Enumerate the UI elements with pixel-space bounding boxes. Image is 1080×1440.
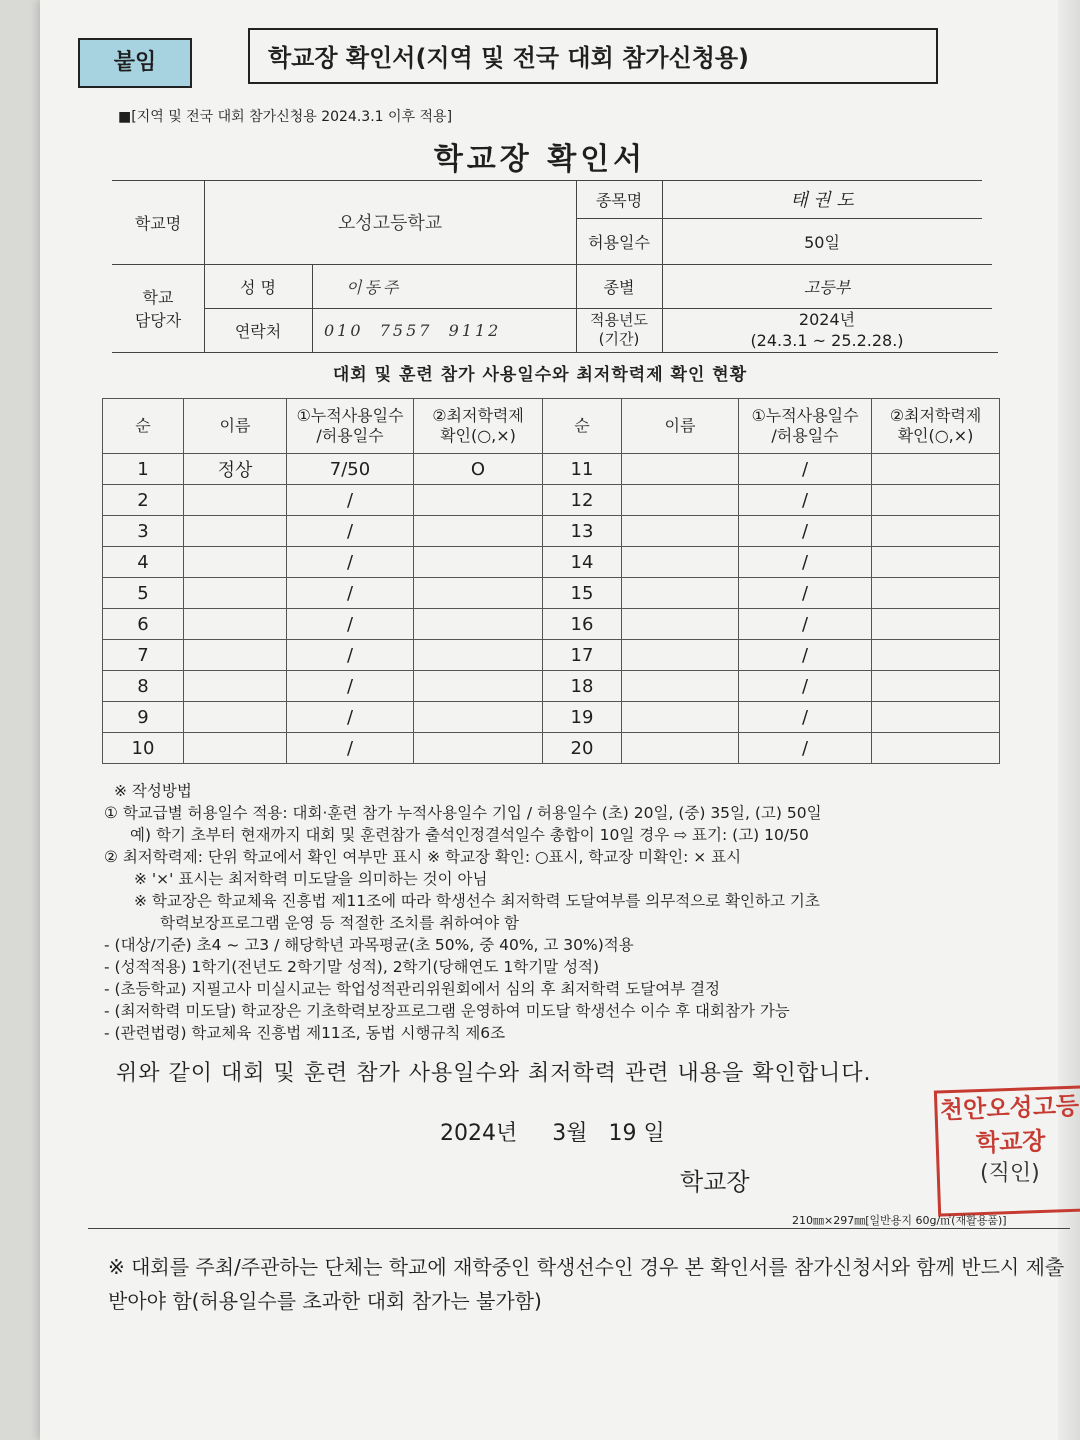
note-d3: - (초등학교) 지필고사 미실시교는 학업성적관리위원회에서 심의 후 최저학력 도달여부 결정 [104, 980, 721, 998]
row-no: 4 [103, 547, 184, 578]
row-min [414, 578, 543, 609]
col-no-right: 순 [543, 399, 622, 454]
col-min-left: ②최저학력제 확인(○,×) [414, 399, 543, 454]
col-days-left: ①누적사용일수 /허용일수 [287, 399, 414, 454]
row-no: 10 [103, 733, 184, 764]
name-label: 성 명 [240, 277, 276, 297]
allowed-label: 허용일수 [588, 232, 650, 252]
seal-label: (직인) [980, 1161, 1040, 1186]
division-label: 종별 [603, 277, 635, 297]
row-no: 20 [543, 733, 622, 764]
row-min [414, 485, 543, 516]
row-days: / [287, 578, 414, 609]
col-name-right: 이름 [622, 399, 739, 454]
info-table [112, 180, 992, 360]
contact-label: 연락처 [234, 321, 282, 341]
row-no: 19 [543, 702, 622, 733]
row-days: / [739, 454, 872, 485]
row-name [622, 640, 739, 671]
table-row [103, 640, 1000, 671]
row-min [414, 547, 543, 578]
subheader: ■[지역 및 전국 대회 참가신청용 2024.3.1 이후 적용] [118, 109, 453, 125]
row-days: / [287, 609, 414, 640]
year-value: 2024년 [798, 310, 856, 329]
row-days: / [287, 640, 414, 671]
col-days-right: ①누적사용일수 /허용일수 [739, 399, 872, 454]
date-day: 19 일 [608, 1121, 665, 1146]
row-name [184, 609, 287, 640]
table-row [103, 671, 1000, 702]
note-1: ① 학교급별 허용일수 적용: 대회·훈련 참가 누적사용일수 기입 / 허용일수 (초) 20일, (중) 35일, (고) 50일 [104, 804, 822, 822]
row-min [872, 485, 1000, 516]
contact-value: 010 7557 9112 [324, 320, 502, 340]
row-no: 9 [103, 702, 184, 733]
table-row [103, 733, 1000, 764]
row-min [872, 547, 1000, 578]
row-no: 3 [103, 516, 184, 547]
row-min: O [414, 454, 543, 485]
row-name [184, 578, 287, 609]
row-no: 18 [543, 671, 622, 702]
table-row [103, 454, 1000, 485]
row-min [872, 609, 1000, 640]
row-name [622, 547, 739, 578]
row-days: / [739, 485, 872, 516]
row-days: / [739, 671, 872, 702]
row-name [622, 454, 739, 485]
row-days: / [739, 516, 872, 547]
document-header [78, 28, 940, 88]
row-name [184, 516, 287, 547]
row-days: / [287, 702, 414, 733]
row-days: / [287, 733, 414, 764]
manager-label: 학교 담당자 [134, 288, 182, 330]
row-name [184, 702, 287, 733]
row-min [872, 454, 1000, 485]
row-min [872, 733, 1000, 764]
note-1-example: 예) 학기 초부터 현재까지 대회 및 훈련참가 출석인정결석일수 총합이 10일 경우 ⇨ 표기: (고) 10/50 [130, 826, 809, 844]
col-min-right: ②최저학력제 확인(○,×) [872, 399, 1000, 454]
note-d1: - (대상/기준) 초4 ~ 고3 / 해당학년 과목평균(초 50%, 중 40%, 고 30%)적용 [104, 936, 634, 954]
note-2b: ※ 학교장은 학교체육 진흥법 제11조에 따라 학생선수 최저학력 도달여부를 의무적으로 확인하고 기초 [134, 892, 820, 910]
notes-heading: ※ 작성방법 [114, 782, 192, 800]
note-2a: ※ '×' 표시는 최저학력 미도달을 의미하는 것이 아님 [134, 870, 488, 888]
note-2c: 학력보장프로그램 운영 등 적절한 조치를 취하여야 함 [160, 914, 519, 932]
school-label: 학교명 [134, 213, 182, 233]
row-min [414, 516, 543, 547]
row-days: / [287, 485, 414, 516]
row-days: 7/50 [287, 454, 414, 485]
row-min [414, 702, 543, 733]
row-no: 12 [543, 485, 622, 516]
row-min [872, 671, 1000, 702]
confirm-statement: 위와 같이 대회 및 훈련 참가 사용일수와 최저학력 관련 내용을 확인합니다. [116, 1061, 872, 1086]
col-no-left: 순 [103, 399, 184, 454]
table-row [103, 547, 1000, 578]
row-days: / [287, 547, 414, 578]
name-value: 이동주 [346, 277, 402, 297]
paper-edge [1058, 0, 1080, 1440]
row-name [622, 485, 739, 516]
note-d5: - (관련법령) 학교체육 진흥법 제11조, 동법 시행규칙 제6조 [104, 1024, 506, 1042]
row-days: / [287, 671, 414, 702]
divider [88, 1228, 1070, 1229]
row-min [872, 516, 1000, 547]
row-no: 7 [103, 640, 184, 671]
table-row [103, 609, 1000, 640]
note-d2: - (성적적용) 1학기(전년도 2학기말 성적), 2학기(당해연도 1학기말 성적) [104, 958, 600, 976]
row-name [184, 671, 287, 702]
row-min [414, 640, 543, 671]
principal-label: 학교장 [680, 1168, 750, 1196]
row-days: / [739, 733, 872, 764]
row-no: 17 [543, 640, 622, 671]
row-no: 15 [543, 578, 622, 609]
allowed-value: 50일 [804, 232, 840, 252]
paper-spec: 210㎜×297㎜[일반용지 60g/㎡(재활용품)] [792, 1214, 1007, 1227]
row-days: / [739, 547, 872, 578]
row-days: / [739, 578, 872, 609]
school-seal-stamp [934, 1085, 1080, 1216]
row-no: 5 [103, 578, 184, 609]
footnote: ※ 대회를 주최/주관하는 단체는 학교에 재학중인 학생선수인 경우 본 확인서를 참가신청서와 함께 반드시 제출받아야 함(허용일수를 초과한 대회 참가는 불가함) [108, 1255, 1065, 1313]
row-name [184, 733, 287, 764]
row-days: / [287, 516, 414, 547]
row-no: 2 [103, 485, 184, 516]
row-name [622, 671, 739, 702]
row-days: / [739, 640, 872, 671]
row-name [622, 733, 739, 764]
date-month: 3월 [552, 1121, 588, 1146]
year-label: 적용년도 (기간) [590, 311, 648, 348]
row-min [872, 578, 1000, 609]
status-title: 대회 및 훈련 참가 사용일수와 최저학력제 확인 현황 [332, 365, 748, 385]
row-name [622, 516, 739, 547]
year-value-cell [662, 308, 992, 352]
row-min [872, 702, 1000, 733]
status-table [102, 398, 1000, 764]
row-no: 1 [103, 454, 184, 485]
row-days: / [739, 702, 872, 733]
row-min [414, 733, 543, 764]
row-min [414, 609, 543, 640]
header-title: 학교장 확인서(지역 및 전국 대회 참가신청용) [248, 28, 938, 84]
row-name [622, 609, 739, 640]
year-period: (24.3.1 ~ 25.2.28.) [750, 331, 904, 350]
row-name [184, 640, 287, 671]
signing-date [440, 1116, 665, 1147]
row-no: 16 [543, 609, 622, 640]
row-no: 13 [543, 516, 622, 547]
attachment-badge: 붙임 [78, 38, 192, 88]
row-name [622, 578, 739, 609]
row-no: 8 [103, 671, 184, 702]
school-value: 오성고등학교 [337, 213, 443, 234]
division-value: 고등부 [803, 277, 851, 297]
table-row [103, 702, 1000, 733]
table-row [103, 516, 1000, 547]
row-no: 11 [543, 454, 622, 485]
row-no: 6 [103, 609, 184, 640]
table-row [103, 578, 1000, 609]
date-year: 2024년 [440, 1121, 518, 1146]
col-name-left: 이름 [184, 399, 287, 454]
note-d4: - (최저학력 미도달) 학교장은 기초학력보장프로그램 운영하여 미도달 학생선수 이수 후 대회참가 가능 [104, 1002, 790, 1020]
sport-label: 종목명 [595, 190, 643, 210]
row-min [872, 640, 1000, 671]
row-name [622, 702, 739, 733]
document-title: 학교장 확인서 [433, 142, 647, 177]
writing-instructions [104, 780, 1054, 1044]
row-min [414, 671, 543, 702]
row-no: 14 [543, 547, 622, 578]
row-days: / [739, 609, 872, 640]
note-2: ② 최저학력제: 단위 학교에서 확인 여부만 표시 ※ 학교장 확인: ○표시, 학교장 미확인: × 표시 [104, 848, 742, 866]
seal-text: 천안오성고등학교장 [939, 1091, 1080, 1158]
table-row [103, 485, 1000, 516]
row-name [184, 485, 287, 516]
sport-value: 태 권 도 [790, 190, 854, 211]
row-name: 정상 [184, 454, 287, 485]
row-name [184, 547, 287, 578]
